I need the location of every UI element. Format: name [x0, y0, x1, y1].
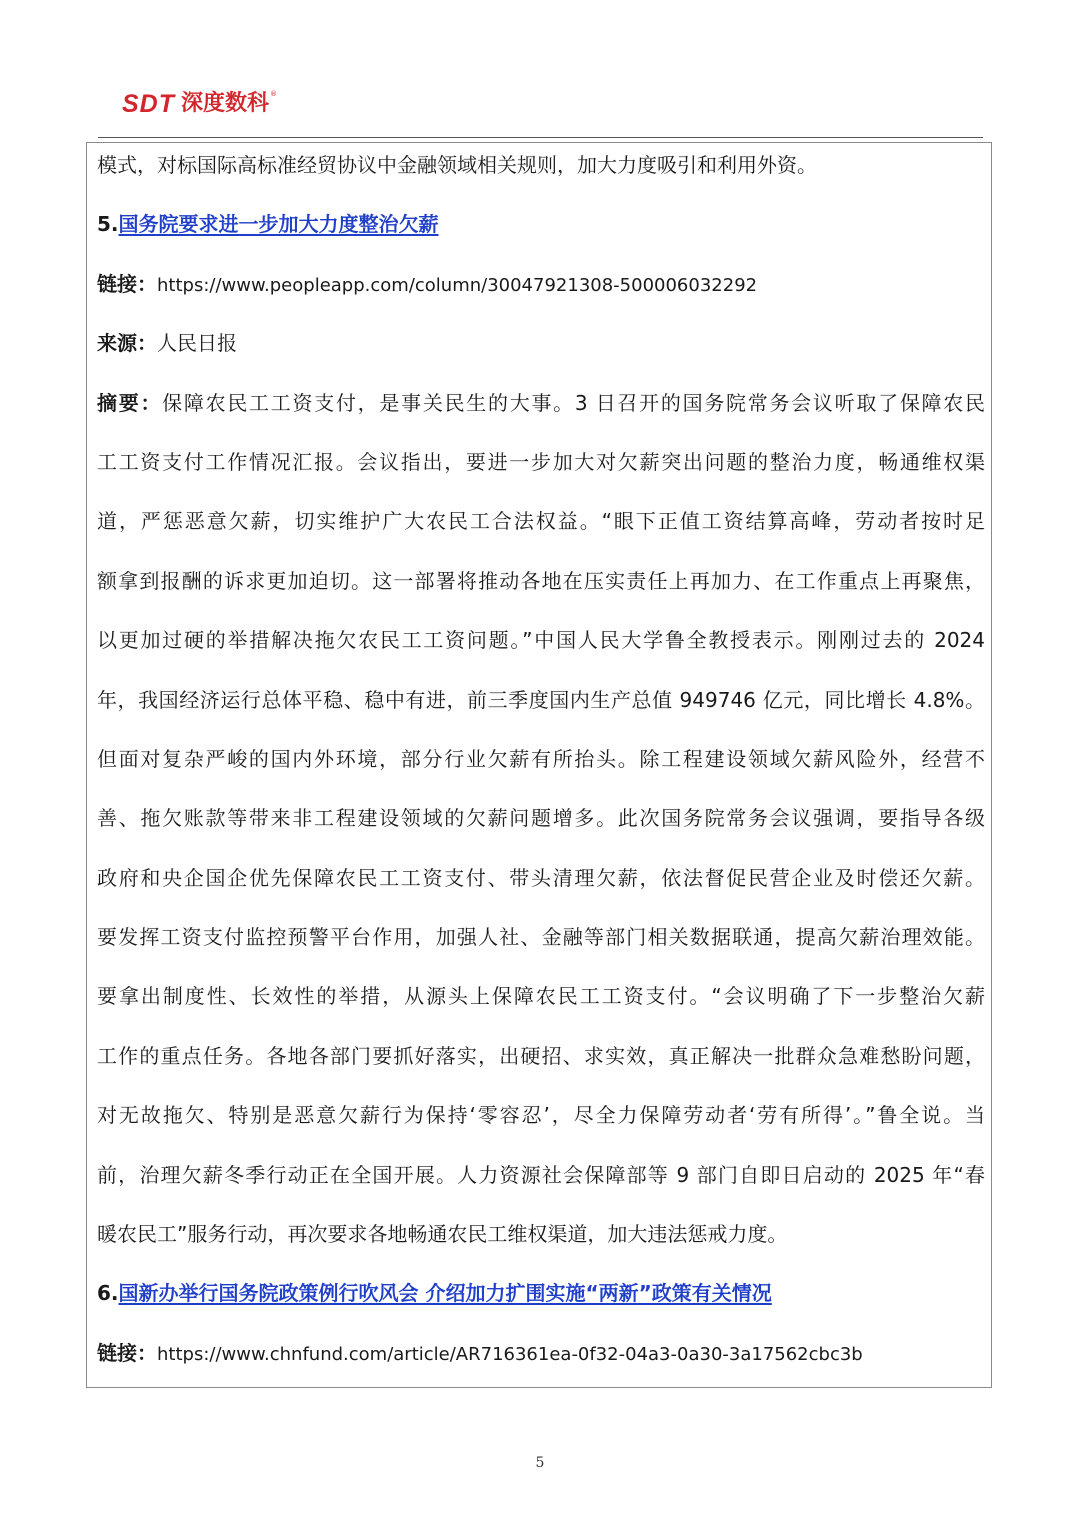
brand-logo — [122, 86, 277, 122]
item-5-title-link[interactable]: 国务院要求进一步加大力度整治欠薪 — [118, 212, 439, 237]
content-box — [86, 142, 992, 1388]
item-6-number: 6. — [97, 1281, 119, 1306]
summary-line-5: 年，我国经济运行总体平稳、稳中有进，前三季度国内生产总值 949746 亿元，同比增长 4.8%。 — [97, 687, 985, 712]
summary-line-8: 政府和央企国企优先保障农民工工资支付、带头清理欠薪，依法督促民营企业及时偿还欠薪。 — [97, 865, 985, 890]
item-6-link-url[interactable]: https://www.chnfund.com/article/AR716361ea-0f32-04a3-0a30-3a17562cbc3b — [157, 1343, 863, 1365]
summary-line-10: 要拿出制度性、长效性的举措，从源头上保障农民工工资支付。“会议明确了下一步整治欠薪 — [97, 984, 985, 1009]
item-5-source-value: 人民日报 — [157, 331, 237, 356]
item-6-title-link[interactable]: 国新办举行国务院政策例行吹风会 介绍加力扩围实施“两新”政策有关情况 — [118, 1281, 772, 1306]
summary-line-12: 对无故拖欠、特别是恶意欠薪行为保持‘零容忍’，尽全力保障劳动者‘劳有所得’。”鲁全说。当 — [97, 1103, 985, 1128]
summary-line-14: 暖农民工”服务行动，再次要求各地畅通农民工维权渠道，加大违法惩戒力度。 — [97, 1222, 788, 1247]
summary-line-0: 保障农民工工资支付，是事关民生的大事。3 日召开的国务院常务会议听取了保障农民 — [162, 390, 985, 415]
item-5-summary-label: 摘要： — [97, 390, 163, 415]
summary-line-4: 以更加过硬的举措解决拖欠农民工工资问题。”中国人民大学鲁全教授表示。刚刚过去的 2024 — [97, 628, 985, 653]
item-5-source-row — [97, 323, 985, 382]
logo-registered-mark: ® — [270, 90, 278, 98]
item-5-source-label: 来源： — [97, 331, 157, 356]
item-5-number: 5. — [97, 212, 119, 237]
item-6-link-row — [97, 1333, 985, 1392]
header-divider — [98, 137, 983, 138]
item-5-link-url[interactable]: https://www.peopleapp.com/column/30047921308-500006032292 — [157, 274, 758, 296]
summary-line-3: 额拿到报酬的诉求更加迫切。这一部署将推动各地在压实责任上再加力、在工作重点上再聚焦， — [97, 568, 985, 593]
summary-line-9: 要发挥工资支付监控预警平台作用，加强人社、金融等部门相关数据联通，提高欠薪治理效能。 — [97, 925, 985, 950]
summary-line-2: 道，严惩恶意欠薪，切实维护广大农民工合法权益。“眼下正值工资结算高峰，劳动者按时足 — [97, 509, 985, 534]
item-6-heading — [97, 1273, 985, 1332]
lead-line: 模式，对标国际高标准经贸协议中金融领域相关规则，加大力度吸引和利用外资。 — [97, 153, 817, 177]
item-5-link-label: 链接： — [97, 271, 157, 296]
logo-chinese: 深度数科 — [181, 91, 270, 116]
summary-line-6: 但面对复杂严峻的国内外环境，部分行业欠薪有所抬头。除工程建设领域欠薪风险外，经营不 — [97, 746, 985, 771]
item-5-summary-line — [97, 383, 985, 442]
item-6-link-label: 链接： — [97, 1340, 157, 1365]
summary-line-13: 前，治理欠薪冬季行动正在全国开展。人力资源社会保障部等 9 部门自即日启动的 2025 年“春 — [97, 1162, 985, 1187]
content-body — [97, 145, 985, 1392]
page-number: 5 — [535, 1455, 545, 1471]
item-5-heading — [97, 204, 985, 263]
summary-line-7: 善、拖欠账款等带来非工程建设领域的欠薪问题增多。此次国务院常务会议强调，要指导各级 — [97, 806, 985, 831]
summary-line-1: 工工资支付工作情况汇报。会议指出，要进一步加大对欠薪突出问题的整治力度，畅通维权渠 — [97, 449, 985, 474]
item-5-link-row — [97, 264, 985, 323]
logo-latin: SDT — [122, 90, 175, 118]
summary-line-11: 工作的重点任务。各地各部门要抓好落实，出硬招、求实效，真正解决一批群众急难愁盼问题， — [97, 1043, 985, 1068]
